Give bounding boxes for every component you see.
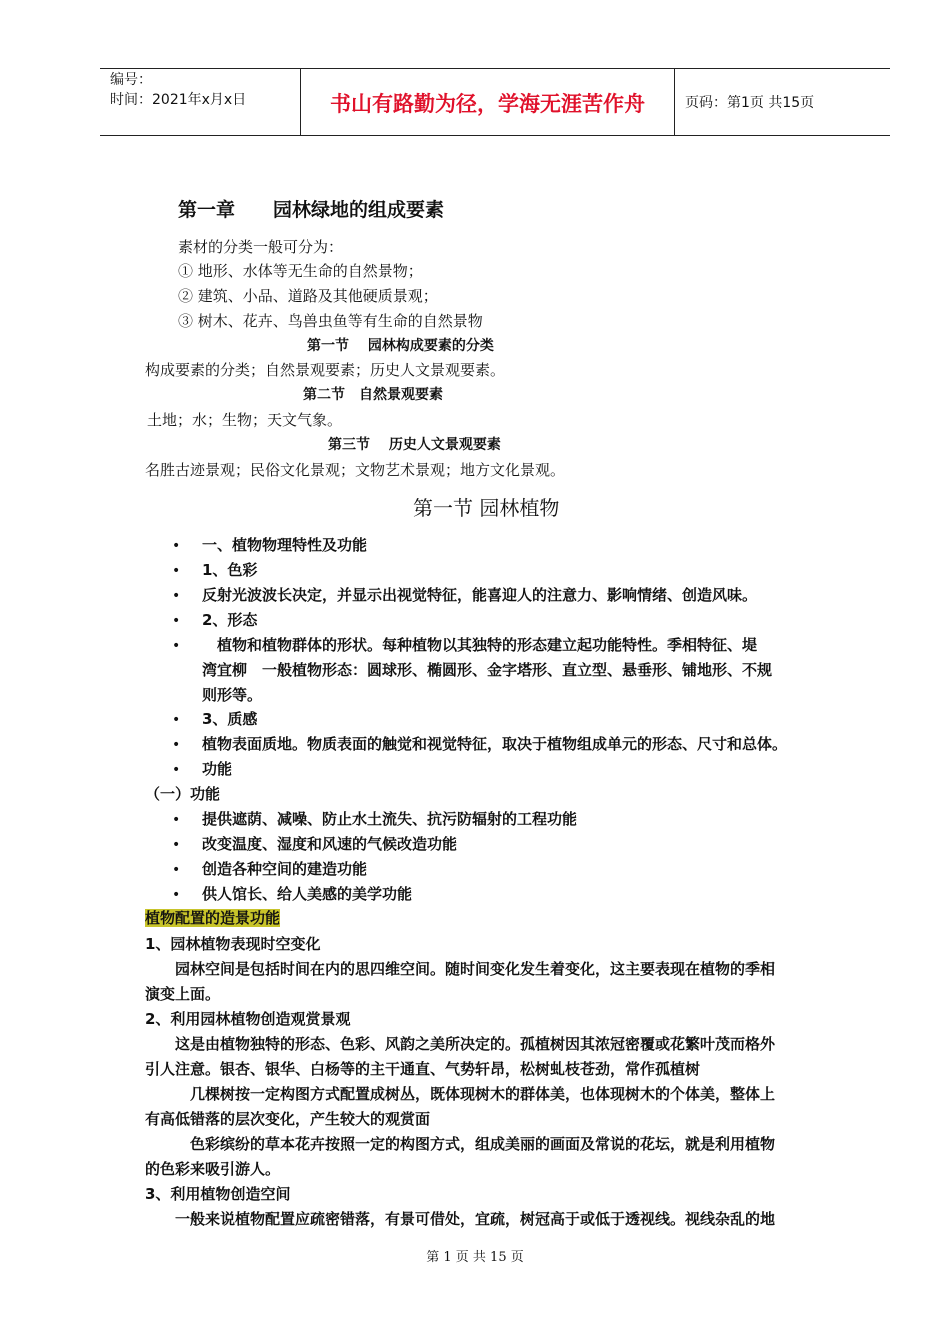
header-table [100, 68, 890, 136]
paragraph-line: 几棵树按一定构图方式配置成树丛，既体现树木的群体美，也体现树木的个体美，整体上 [145, 1085, 776, 1103]
bullet-text-form-line: 植物和植物群体的形状。每种植物以其独特的形态建立起功能特性。季相特征、堤 [202, 636, 758, 654]
bullet-dot: • [172, 862, 181, 878]
section-body: 土地；水；生物；天文气象。 [147, 411, 343, 429]
document-date-label: 时间：2021年x月x日 [110, 92, 247, 108]
intro-lead: 素材的分类一般可分为： [178, 238, 344, 256]
highlight-heading: 植物配置的造景功能 [145, 909, 281, 927]
bullet-text: 创造各种空间的建造功能 [202, 860, 368, 878]
intro-item: ③ 树木、花卉、鸟兽虫鱼等有生命的自然景物 [178, 312, 483, 330]
header-motto: 书山有路勤为径，学海无涯苦作舟 [330, 92, 645, 116]
bullet-dot: • [172, 638, 181, 654]
bullet-dot: • [172, 837, 181, 853]
header-page-number: 页码：第1页 共15页 [685, 95, 815, 111]
bullet-dot: • [172, 588, 181, 604]
section-title: 第一节 园林构成要素的分类 [307, 338, 494, 354]
section-body: 构成要素的分类；自然景观要素；历史人文景观要素。 [145, 361, 506, 379]
intro-item: ② 建筑、小品、道路及其他硬质景观； [178, 287, 438, 305]
header-meta-cell [100, 69, 301, 135]
bullet-dot: • [172, 737, 181, 753]
section-title: 第三节 历史人文景观要素 [328, 437, 501, 453]
bullet-text: 改变温度、湿度和风速的气候改造功能 [202, 835, 458, 853]
section-body: 名胜古迹景观；民俗文化景观；文物艺术景观；地方文化景观。 [145, 461, 566, 479]
bullet-dot: • [172, 712, 181, 728]
paragraph-line: 有高低错落的层次变化，产生较大的观赏面 [145, 1110, 431, 1128]
bullet-dot: • [172, 887, 181, 903]
bullet-text: 一、植物物理特性及功能 [202, 536, 368, 554]
bullet-dot: • [172, 762, 181, 778]
bullet-text: 2、形态 [202, 611, 258, 629]
chapter-title: 第一章 园林绿地的组成要素 [178, 199, 445, 221]
bullet-text: 供人馆长、给人美感的美学功能 [202, 885, 413, 903]
intro-item: ① 地形、水体等无生命的自然景物； [178, 262, 423, 280]
bullet-text: 反射光波波长决定，并显示出视觉特征，能喜迎人的注意力、影响情绪、创造风味。 [202, 586, 758, 604]
bullet-dot: • [172, 538, 181, 554]
bullet-text: 植物表面质地。物质表面的触觉和视觉特征，取决于植物组成单元的形态、尺寸和总体。 [202, 735, 788, 753]
section-title: 第二节 自然景观要素 [303, 387, 443, 403]
bullet-text: 1、色彩 [202, 561, 258, 579]
paragraph-line: 园林空间是包括时间在内的思四维空间。随时间变化发生着变化，这主要表现在植物的季相 [145, 960, 776, 978]
paragraph-line: 的色彩来吸引游人。 [145, 1160, 281, 1178]
paragraph-line: 一般来说植物配置应疏密错落，有景可借处，宜疏，树冠高于或低于透视线。视线杂乱的地 [145, 1210, 776, 1228]
paragraph-line: 1、园林植物表现时空变化 [145, 935, 321, 953]
paragraph-line: 演变上面。 [145, 985, 221, 1003]
bullet-dot: • [172, 613, 181, 629]
paragraph-line: 色彩缤纷的草本花卉按照一定的构图方式，组成美丽的画面及常说的花坛，就是利用植物 [145, 1135, 776, 1153]
bullet-dot: • [172, 563, 181, 579]
paragraph-line: 3、利用植物创造空间 [145, 1185, 291, 1203]
bullet-text: 提供遮荫、减噪、防止水土流失、抗污防辐射的工程功能 [202, 810, 578, 828]
bullet-text-form-line: 湾宜柳 一般植物形态：圆球形、椭圆形、金字塔形、直立型、悬垂形、铺地形、不规 [202, 661, 773, 679]
plant-section-title: 第一节 园林植物 [413, 496, 560, 520]
function-heading: （一）功能 [145, 785, 221, 803]
bullet-text: 3、质感 [202, 710, 258, 728]
bullet-dot: • [172, 812, 181, 828]
header-page-cell [675, 69, 890, 135]
paragraph-line: 2、利用园林植物创造观赏景观 [145, 1010, 351, 1028]
header-motto-cell [301, 69, 675, 135]
document-number-label: 编号： [110, 72, 152, 88]
paragraph-line: 这是由植物独特的形态、色彩、风韵之美所决定的。孤植树因其浓冠密覆或花繁叶茂而格外 [145, 1035, 776, 1053]
bullet-text: 功能 [202, 760, 233, 778]
page-footer: 第 1 页 共 15 页 [426, 1250, 524, 1265]
highlight-heading-wrap [145, 906, 280, 931]
paragraph-line: 引人注意。银杏、银华、白杨等的主干通直、气势轩昂，松树虬枝苍劲，常作孤植树 [145, 1060, 701, 1078]
bullet-text-form-line: 则形等。 [202, 686, 263, 704]
